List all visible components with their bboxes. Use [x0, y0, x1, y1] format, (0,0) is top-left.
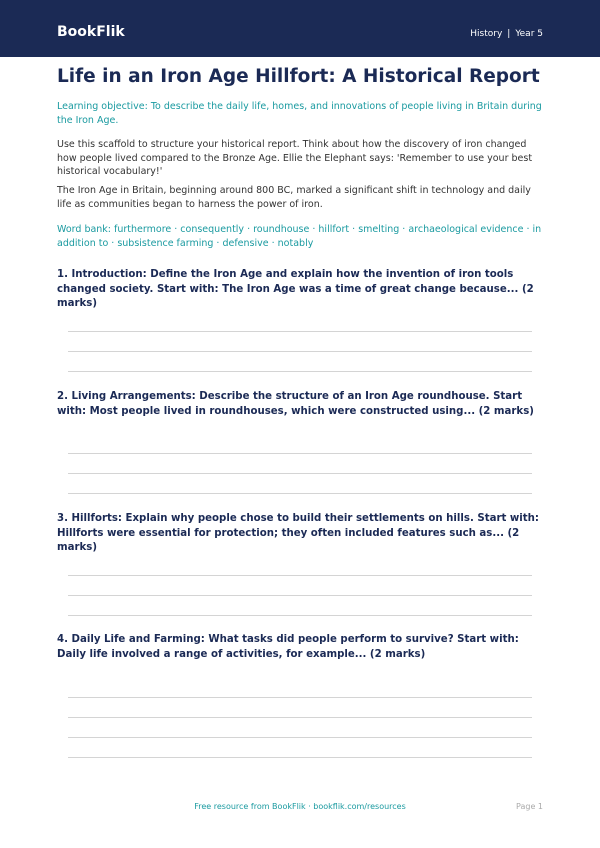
question-4: 4. Daily Life and Farming: What tasks did people perform to survive? Start with: Daily life involved a range of activities, for example... (2 marks): [57, 634, 519, 660]
header-separator: |: [507, 29, 511, 39]
page-header: [0, 0, 600, 57]
answer-line[interactable]: [68, 331, 532, 332]
year-label: Year 5: [515, 29, 543, 39]
answer-line[interactable]: [68, 351, 532, 352]
question-3: 3. Hillforts: Explain why people chose to build their settlements on hills. Start with: Hillforts were essential for protection; they often included features such as... (2 marks): [57, 513, 539, 553]
answer-line[interactable]: [68, 575, 532, 576]
brand-logo: BookFlik: [57, 24, 125, 40]
page-number: Page 1: [516, 802, 543, 811]
answer-line[interactable]: [68, 453, 532, 454]
answer-line[interactable]: [68, 615, 532, 616]
question-1: 1. Introduction: Define the Iron Age and explain how the invention of iron tools changed society. Start with: The Iron Age was a time of great change because... (2 marks): [57, 269, 534, 309]
answer-line[interactable]: [68, 493, 532, 494]
word-bank: Word bank: furthermore · consequently · roundhouse · hillfort · smelting · archaeological evidence · in addition to · subsistence farming · defensive · notably: [57, 224, 542, 249]
subject-year-label: [470, 28, 543, 40]
context-paragraph: The Iron Age in Britain, beginning around 800 BC, marked a significant shift in technology and daily life as communities began to harness the power of iron.: [57, 185, 531, 210]
footer-link[interactable]: Free resource from BookFlik · bookflik.com/resources: [194, 802, 406, 811]
instructions-paragraph: Use this scaffold to structure your historical report. Think about how the discovery of iron changed how people lived compared to the Bronze Age. Ellie the Elephant says: 'Remember to use your best historical vocabulary!': [57, 139, 533, 177]
answer-line[interactable]: [68, 757, 532, 758]
report-title: Life in an Iron Age Hillfort: A Historical Report: [57, 66, 540, 87]
answer-line[interactable]: [68, 717, 532, 718]
subject-label: History: [470, 29, 503, 39]
answer-line[interactable]: [68, 595, 532, 596]
answer-line[interactable]: [68, 697, 532, 698]
answer-line[interactable]: [68, 737, 532, 738]
answer-line[interactable]: [68, 371, 532, 372]
answer-line[interactable]: [68, 473, 532, 474]
question-2: 2. Living Arrangements: Describe the structure of an Iron Age roundhouse. Start with: Most people lived in roundhouses, which were constructed using... (2 marks): [57, 391, 534, 417]
learning-objective: Learning objective: To describe the daily life, homes, and innovations of people living in Britain during the Iron Age.: [57, 101, 542, 126]
